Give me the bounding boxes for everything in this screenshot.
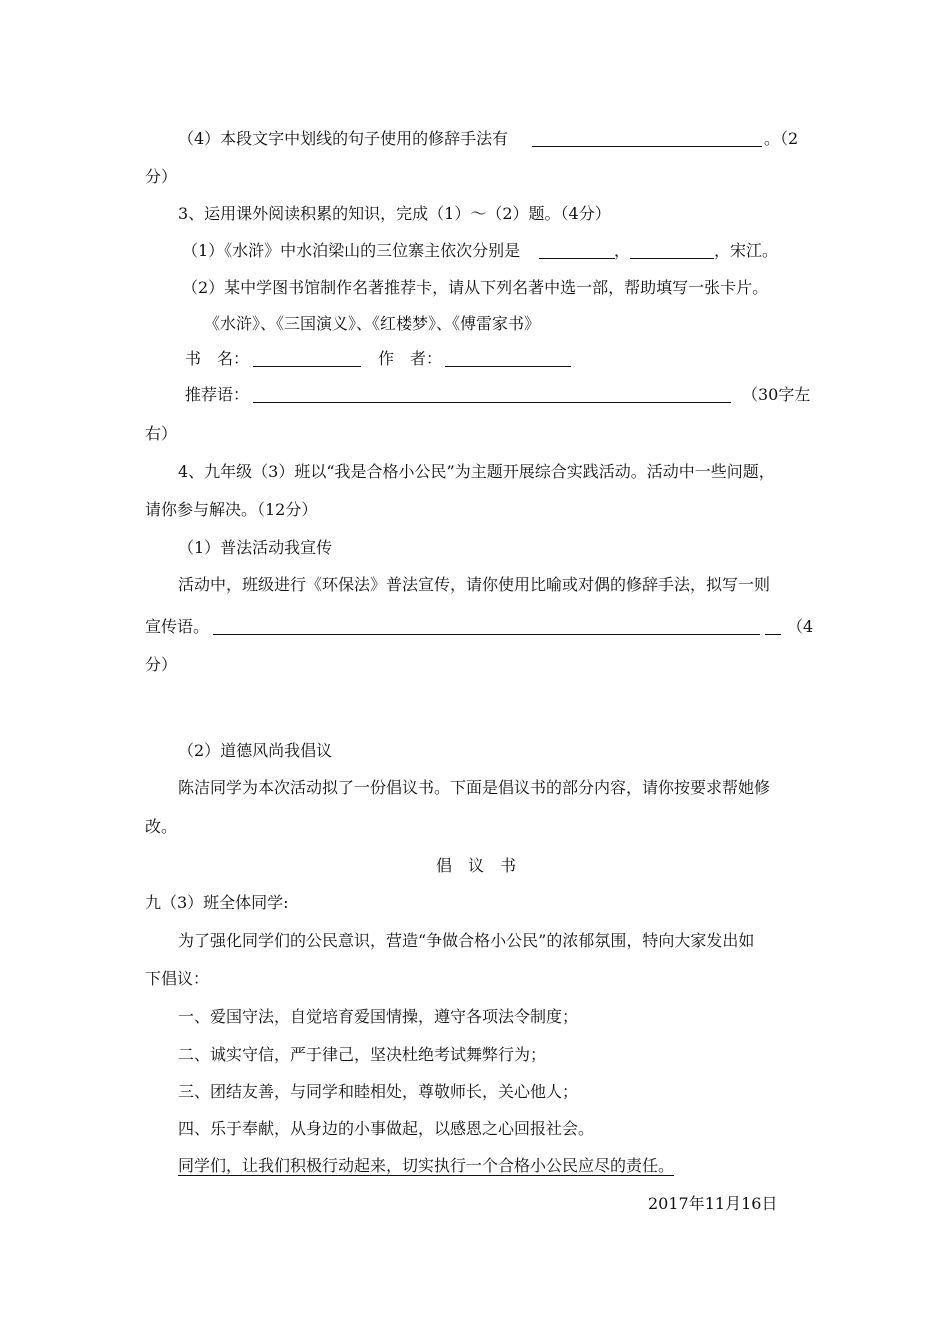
letter-closing-underlined: 同学们，让我们积极行动起来，切实执行一个合格小公民应尽的责任。 [178, 1156, 675, 1175]
question-4-heading [0, 461, 950, 483]
letter-salutation-row [0, 892, 950, 914]
score-note-cont: 分） [145, 655, 178, 674]
question-heading: 3、运用课外阅读积累的知识，完成（1）～（2）题。（4分） [178, 204, 611, 223]
question-text: （2）某中学图书馆制作名著推荐卡，请从下列名著中选一部，帮助填写一张卡片。 [182, 278, 769, 297]
recommendation-field[interactable] [253, 386, 731, 403]
answer-blank-1[interactable] [539, 242, 615, 259]
letter-date-row [0, 1193, 950, 1215]
score-note-cont: 分） [145, 167, 178, 186]
letter-closing-row [0, 1155, 950, 1177]
question-heading-line2: 请你参与解决。（12分） [145, 500, 318, 519]
question-heading-line1: 4、九年级（3）班以“我是合格小公民”为主题开展综合实践活动。活动中一些问题， [178, 462, 775, 481]
recommendation-row-cont [0, 423, 950, 445]
letter-item: 四、乐于奉献，从身边的小事做起，以感恩之心回报社会。 [178, 1119, 595, 1138]
question-3-heading [0, 203, 950, 225]
letter-item-row [0, 1081, 950, 1103]
book-name-label: 书 名： [185, 349, 250, 368]
word-limit-note: （30字左 [742, 385, 811, 404]
subquestion-text: 陈洁同学为本次活动拟了一份倡议书。下面是倡议书的部分内容，请你按要求帮她修 [178, 778, 771, 797]
letter-intro: 为了强化同学们的公民意识，营造“争做合格小公民”的浓郁氛围，特向大家发出如 [178, 931, 755, 950]
recommendation-label: 推荐语： [185, 385, 250, 404]
question-text: （4）本段文字中划线的句子使用的修辞手法有 [178, 129, 509, 148]
score-note: （4 [787, 617, 814, 636]
book-name-field[interactable] [253, 350, 361, 367]
question-2-4-cont [0, 166, 950, 188]
question-3-2 [0, 277, 950, 299]
letter-salutation: 九（3）班全体同学: [145, 893, 289, 912]
letter-item: 三、团结友善，与同学和睦相处，尊敬师长，关心他人； [178, 1082, 579, 1101]
word-limit-note-cont: 右） [145, 424, 178, 443]
letter-intro-cont: 下倡议： [145, 969, 210, 988]
question-3-1 [0, 240, 950, 262]
letter-title: 倡 议 书 [436, 856, 517, 875]
question-4-1-text [0, 574, 950, 596]
question-2-4 [0, 128, 950, 150]
question-4-1-title [0, 537, 950, 559]
letter-item: 一、爱国守法，自觉培育爱国情操，遵守各项法令制度； [178, 1007, 579, 1026]
recommendation-row [0, 384, 950, 406]
author-field[interactable] [445, 350, 571, 367]
question-4-2-text-2 [0, 816, 950, 838]
question-4-heading-2 [0, 499, 950, 521]
letter-title-row [0, 855, 950, 877]
book-list [0, 313, 950, 335]
subquestion-title: （2）道德风尚我倡议 [178, 741, 333, 760]
question-4-2-title [0, 740, 950, 762]
question-text: （1）《水浒》中水泊梁山的三位寨主依次分别是 [182, 241, 521, 260]
answer-blank-2[interactable] [630, 242, 714, 259]
subquestion-title: （1）普法活动我宣传 [178, 538, 333, 557]
author-label: 作 者： [378, 349, 443, 368]
subquestion-text: 活动中，班级进行《环保法》普法宣传，请你使用比喻或对偶的修辞手法，拟写一则 [178, 575, 771, 594]
subquestion-text-cont: 改。 [145, 817, 178, 836]
slogan-field[interactable] [213, 618, 760, 635]
letter-item-row [0, 1006, 950, 1028]
book-list-text: 《水浒》、《三国演义》、《红楼梦》、《傅雷家书》 [204, 314, 541, 333]
comma: ， [614, 241, 631, 260]
letter-intro-row-2 [0, 968, 950, 990]
slogan-row-cont [0, 654, 950, 676]
letter-item: 二、诚实守信，严于律己，坚决杜绝考试舞弊行为； [178, 1045, 547, 1064]
slogan-field-end [765, 618, 781, 635]
score-note: 。（2 [764, 129, 799, 148]
letter-item-row [0, 1044, 950, 1066]
letter-item-row [0, 1118, 950, 1140]
question-text-end: ，宋江。 [714, 241, 779, 260]
letter-intro-row [0, 930, 950, 952]
question-4-2-text [0, 777, 950, 799]
slogan-label: 宣传语。 [145, 617, 210, 636]
slogan-row [0, 616, 950, 638]
book-card-row [0, 348, 950, 370]
answer-blank[interactable] [532, 130, 762, 147]
letter-date: 2017年11月16日 [648, 1194, 778, 1213]
